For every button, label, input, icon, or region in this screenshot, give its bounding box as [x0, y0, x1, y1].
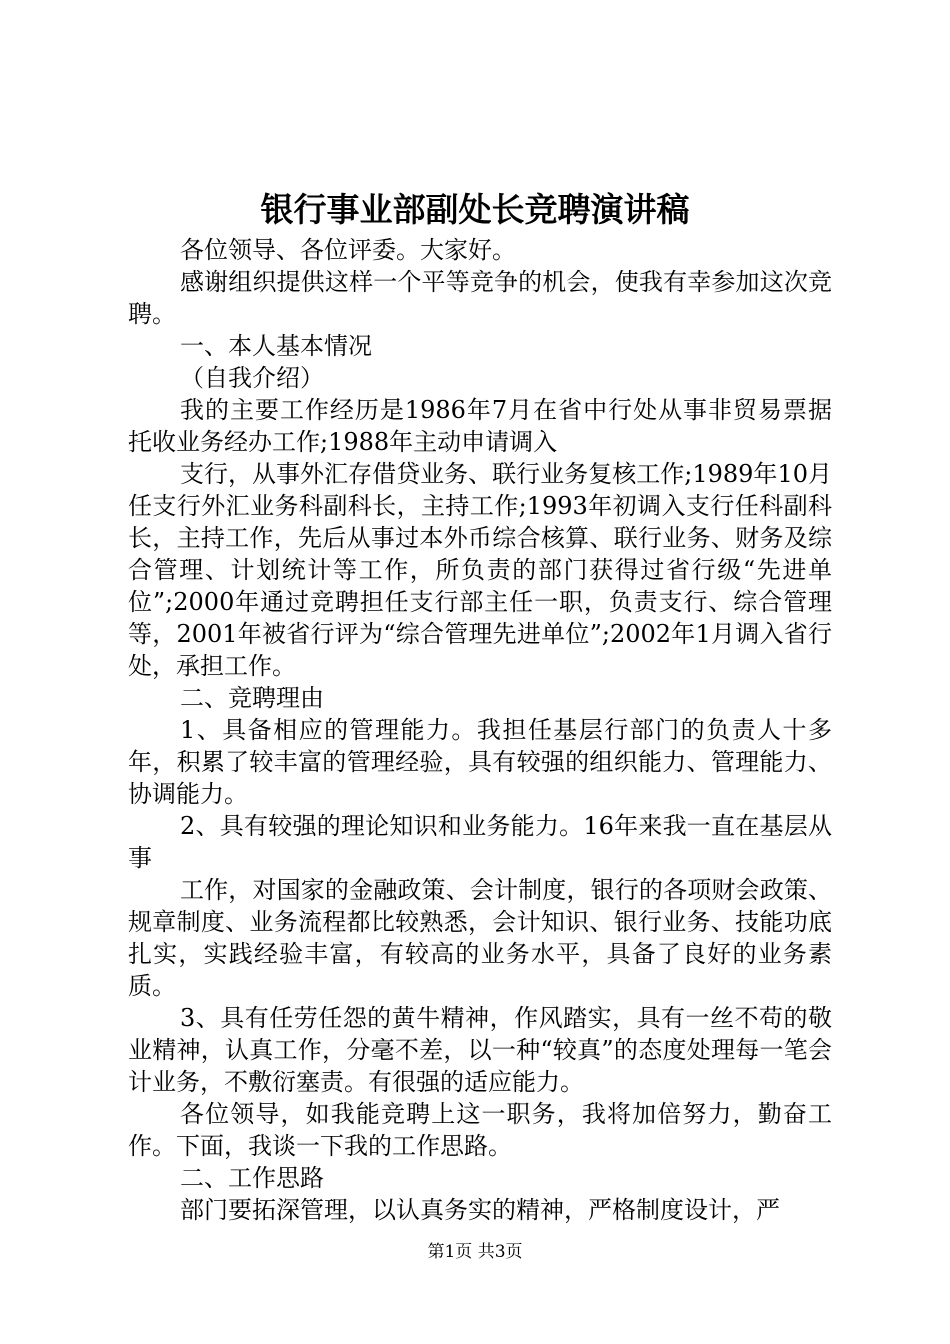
paragraph-work-plan: 部门要拓深管理，以认真务实的精神，严格制度设计，严 [180, 1196, 780, 1224]
paragraph-self-intro: （自我介绍） [180, 364, 324, 392]
paragraph-reason-1: 1、具备相应的管理能力。我担任基层行部门的负责人十多年，积累了较丰富的管理经验，具有较强的组织能力、管理能力、协调能力。 [128, 716, 832, 808]
section-heading-reasons: 二、竞聘理由 [180, 684, 324, 712]
page-number-footer: 第1页 共3页 [427, 1242, 523, 1262]
paragraph-commitment: 各位领导，如我能竞聘上这一职务，我将加倍努力，勤奋工作。下面，我谈一下我的工作思路。 [128, 1100, 832, 1160]
document-title: 银行事业部副处长竞聘演讲稿 [260, 190, 690, 229]
paragraph-work-history-cont: 支行，从事外汇存借贷业务、联行业务复核工作;1989年10月任支行外汇业务科副科长，主持工作;1993年初调入支行任科副科长，主持工作，先后从事过本外币综合核算、联行业务、财务及综合管理、计划统计等工作，所负责的部门获得过省行级“先进单位”;2000年通过竞聘担任支行部主任一职，负责支行、综合管理等，2001年被省行评为“综合管理先进单位”;2002年1月调入省行处，承担工作。 [128, 460, 832, 680]
paragraph-reason-2: 2、具有较强的理论知识和业务能力。16年来我一直在基层从事 [128, 812, 832, 872]
paragraph-reason-2-cont: 工作，对国家的金融政策、会计制度，银行的各项财会政策、规章制度、业务流程都比较熟悉，会计知识、银行业务、技能功底扎实，实践经验丰富，有较高的业务水平，具备了良好的业务素质。 [128, 876, 832, 1000]
section-heading-work-plan: 二、工作思路 [180, 1164, 324, 1192]
document-body [128, 234, 832, 1226]
paragraph-thanks: 感谢组织提供这样一个平等竞争的机会，使我有幸参加这次竞聘。 [128, 268, 832, 328]
paragraph-reason-3: 3、具有任劳任怨的黄牛精神，作风踏实，具有一丝不苟的敬业精神，认真工作，分毫不差，以一种“较真”的态度处理每一笔会计业务，不敷衍塞责。有很强的适应能力。 [128, 1004, 832, 1096]
paragraph-work-history: 我的主要工作经历是1986年7月在省中行处从事非贸易票据托收业务经办工作;1988年主动申请调入 [128, 396, 832, 456]
section-heading-basic-info: 一、本人基本情况 [180, 332, 372, 360]
paragraph-greeting: 各位领导、各位评委。大家好。 [180, 236, 516, 264]
